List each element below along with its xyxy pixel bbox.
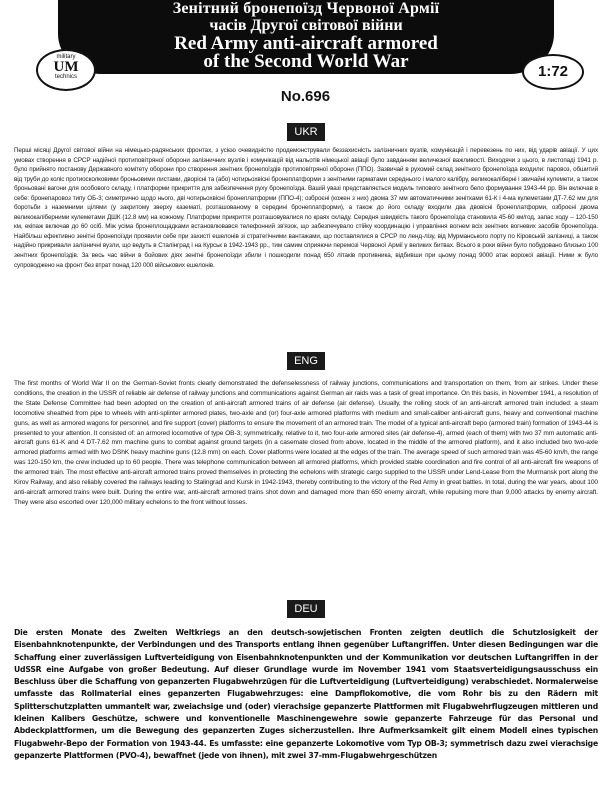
section-tag-deu: DEU [287, 600, 325, 618]
title-en-line-1: Red Army anti-aircraft armored [174, 33, 438, 54]
logo-main-text: UM [53, 59, 79, 75]
section-text-deu: Die ersten Monate des Zweiten Weltkriegs an den deutsch-sowjetischen Fronten zeigten deutlich die Schutzlosigkeit der Eisenbahnknotenpunkte, der Verbindungen und des Transports entlang ihnen gegenüber Luftangriffen. Unter diesen Bedingungen war die Schaffung einer zuverlässigen Luftverteidigung von Eisenbahnknotenpunkten und der Kommunikation vor deutschen Luftangriffen in der UdSSR eine Aufgabe von großer Bedeutung. Auf dieser Grundlage wurde im November 1941 vom Staatsverteidigungsausschuss ein Beschluss über die Schaffung von gepanzerten Flugabwehrzügen für die Luftverteidigung (Luftverteidigung) verabschiedet. Normalerweise umfasste das Rollmaterial eines gepanzerten Flugabwehrzuges: eine Dampflokomotive, die vom Rohr bis zu den Rädern mit Splitterschutzplatten ummantelt war, zweiachsige und (oder) vierachsige gepanzerte Plattformen mit Flugabwehrflugzeugen mittleren und kleinen Kalibers Geschütze, schwere und konventionelle Maschinengewehre sowie gepanzerte Fahrzeuge für das Personal und Abdeckplattformen, um die Bewegung des gepanzerten Zuges sicherzustellen. Ihre Aufmerksamkeit gilt einem Modell eines typischen Flugabwehr-Bepo der Formation von 1943-44. Es umfasste: eine gepanzerte Lokomotive vom Typ OB-3; symmetrisch dazu zwei vierachsige gepanzerte Plattformen (PVO-4), bewaffnet (jede von ihnen), mit zwei 37-mm-Flugabwehrgeschützen [14, 628, 598, 760]
logo-top-text: military [56, 54, 76, 60]
title-en-line-2: of the Second World War [203, 51, 409, 72]
section-text-ukr: Перші місяці Другої світової війни на німецько-радянських фронтах, з усією очевидністю продемонстрували беззахисність залізничних вузлів, комунікацій і перевезень по них, від ударів авіації. У цих умовах створення в СРСР надійної протиповітряної оборони залізничних вузлів і комунікацій від нальотів німецької авіації було завданням величезної важливості. Виходячи з цього, в листопаді 1941 р. було прийнято постанову Державного комітету оборони про створення зенітних бронепоїздів протиповітряної оборони (ППО). Зазвичай в рухомий склад зенітного бронепоїзда входили: паровоз, обшитий від труби до коліс протиосколковими броньовими листами, дворісні та (або) чотирьохвісні бронеплатформи з зенітними гарматами середнього і малого калібру, великокаліберні і звичайні кулемети, а також броньовані вагони для особового складу, і платформи прикриття для забезпечення руху бронепоїзда. Вашій увазі представляється модель типового зенітного бепо формування 1943-44 рр. Він включав в себе: бронепаровоз типу ОБ-3; симетрично щодо нього, дві чотирьохвісні бронеплатформи (ППО-4); озброєні (кожен з них) двома 37 мм автоматичними зенітками 61-К і 4-ма кулеметами ДТ-7.62 мм для боротьби з наземними цілями (у закритому зверху казематі, розташованому в середині бронеплатформи), а також до його складу входили два двовісні бронеплатформи, озброєні двома великокаліберними кулеметами ДШК (12.8 мм) на кожному. Платформи прикриття розташовувалися по краях складу. Середня швидкість такого бронепоїзда становила 45-60 км/год, запас ходу – 120-150 км, екіпаж включав до 60 осіб. Між усіма бронеплощадками встановлювався телефонний зв'язок, що забезпечувало стійку координацію і управління вогнем всіх зенітних вогневих засобів бронепоїзда. Найбільш ефективно зенітні бронепоїзди проявили себе при захисті ешелонів зі стратегічними вантажами, що поставлялися в СРСР по ленд-лізу, від Мурманського порту по Кіровській залізниці, а також надійно прикривали залізничні вузли, що ведуть в Сталінград і на Курськ в 1942-1943 рр., тим самим сприяючи перемозі Червоної Армії у великих битвах. Всього в роки війни було побудовано близько 100 зенітних бронепоїздів. За весь час війни в бойових діях зенітні бронепоїзди збили і пошкодили понад 650 літаків противника, відбивши при цьому понад 9000 атак ворожої авіації. Ними ж було супроводжено на фронт без втрат понад 120 000 військових ешелонів. [14, 147, 598, 269]
title-ua-line-2: часів Другої світової війни [209, 17, 403, 34]
product-number: No.696 [280, 88, 331, 105]
section-tag-eng: ENG [287, 352, 325, 370]
um-logo [36, 49, 96, 91]
section-tag-ukr: UKR [287, 123, 325, 141]
title-ua-line-1: Зенітний бронепоїзд Червоної Армії [172, 0, 440, 17]
logo-bottom-text: technics [54, 74, 77, 80]
title-banner [58, 0, 554, 74]
scale-badge: 1:72 [522, 54, 584, 90]
section-text-eng: The first months of World War II on the German-Soviet fronts clearly demonstrated the defenselessness of railway junctions, communications and transportation on them, from air strikes. Under these conditions, the creation in the USSR of reliable air defense of railway junctions and communications against German air raids was a task of great importance. On this basis, in November 1941, a resolution of the State Defense Committee had been adopted on the creation of anti-aircraft armored trains of air defense (air defense). Usually, the rolling stock of an anti-aircraft armored train included: a steam locomotive sheathed from pipe to wheels with anti-splinter armored plates, two-axle and (or) four-axle armored platforms with medium and small-caliber anti-aircraft guns, heavy and conventional machine guns, as well as armored wagons for personnel, and fire support (cover) platforms to ensure the movement of an armored train. The model of a typical anti-aircraft bepo (armored train) formation of 1943-44 is presented to your attention. It consisted of: an armored locomotive of type OB-3; symmetrically, relative to it, two four-axle armored sites (air defense-4), armed (each of them) with two 37 mm automatic anti-aircraft guns 61-K and 4 DT-7.62 mm machine guns to combat against ground targets (in a casemate closed from above, located in the middle of the armored platform), and it also included two two-axle armored platforms armed with two DShK heavy machine guns (12.8 mm) on each. Cover platforms were located at the edges of the train. The average speed of such armored train was 45-60 km/h, the range was 120-150 km, the crew included up to 60 people. There was telephone communication between all armored platforms, which provided stable coordination and fire control of all anti-aircraft fire weapons of the armored train. The most effective anti-aircraft armored trains proved themselves in protecting the echelons with strategic cargo supplied to the USSR under Lend-Lease from the Murmansk port along the Kirov Railway, and also reliably covered the railways leading to Stalingrad and Kursk in 1942-1943, thereby contributing to the victory of the Red Army in great battles. In total, during the war years, about 100 anti-aircraft armored trains were built. During the entire war, anti-aircraft armored trains shot down and damaged more than 650 enemy aircraft, while repulsing more than 9,000 attacks by enemy aircraft. They were also escorted over 120,000 military echelons to the front without losses. [14, 380, 598, 506]
